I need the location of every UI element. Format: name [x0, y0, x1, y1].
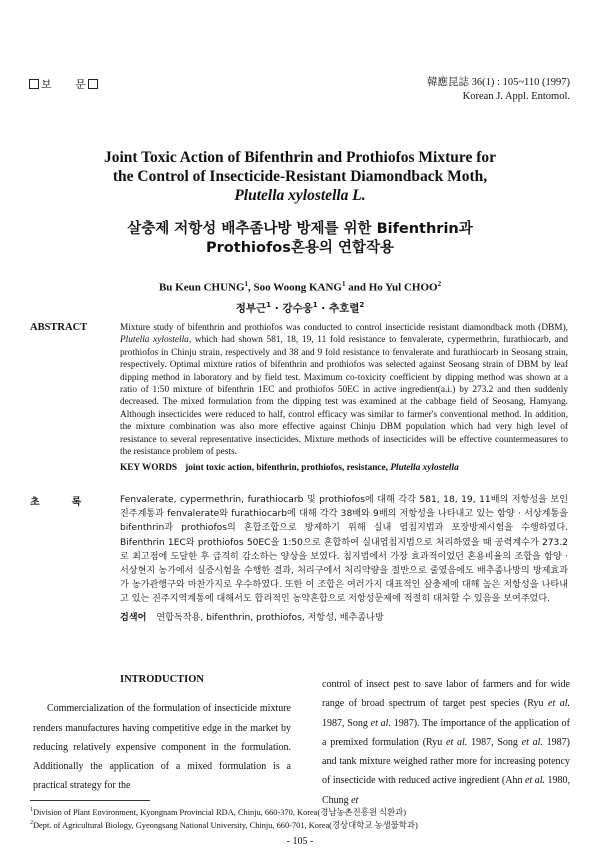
affiliation-mark: 1: [30, 807, 33, 813]
title-line: Prothiofos혼용의 연합작용: [206, 240, 394, 256]
title-english: [0, 148, 600, 205]
footnote-text: Dept. of Agricultural Biology, Gyeongsang National University, Chinju, 660-701, Korea(경상대학교 농생물학과): [33, 821, 418, 831]
korean-abstract-text: Fenvalerate, cypermethrin, furathiocarb 및 prothiofos에 대해 각각 581, 18, 19, 11배의 저항성을 보인 진주계통과 fenvalerate와 furathiocarb에 대해 각각 38배와 9배의 저항성을 나타내고 있는 함양 · 서상계통을 bifenthrin과 prothiofos의 혼합조합으로 방제하기 위해 실내 엽침지법과 포장방제시험을 수행하였다. Bifenthrin 1EC와 prothiofos 50EC을 1:50으로 혼합하여 실내엽침지법으로 처리하였을 때 공력계수가 273.2로 최고점에 도달한 후 급격히 감소하는 양상을 보였다. 침지법에서 가장 효과적이었던 혼용비율의 조합을 함양 · 서상현지 농가에서 실증시험을 수행한 결과, 처리구에서 처리약량을 절반으로 줄였음에도 배추좀나방의 방제효과가 농가관행구와 마찬가지로 우수하였다. 또한 이 조합은 여러가지 대표적인 살충제에 대해 높은 저항성을 나타내고 있는 진주지역계통에 대해서도 합리적인 농약혼합으로 저항성문제에 적절히 대처할 수 있음을 보여주었다.: [120, 495, 568, 605]
affiliation-mark: 2: [30, 820, 33, 827]
text-run: et al.: [446, 736, 468, 748]
footnote-divider: [30, 800, 150, 801]
abstract-text: Mixture study of bifenthrin and prothiofos was conducted to control insecticide resistant diamondback moth (DBM),: [120, 323, 568, 333]
title-korean: [0, 220, 600, 258]
authors-korean: [0, 297, 600, 318]
paragraph: Commercialization of the formulation of insecticide mixture renders manufactures having competitive edge in the market by reducing relatively expensive component in the formulation. Additionally the application of a mixed formulation is a practical strategy for the: [33, 703, 291, 792]
author-name: Bu Keun CHUNG: [158, 281, 245, 294]
affiliation-mark: 1: [266, 300, 272, 309]
authors-english: [0, 276, 600, 297]
text-run: 1980, Chung: [322, 775, 571, 806]
column-left: [33, 670, 291, 796]
citation-english: Korean J. Appl. Entomol.: [462, 91, 570, 102]
author-name: 정부근: [235, 302, 267, 315]
text-run: et: [351, 794, 359, 806]
title-line: 살충제 저항성 배추좀나방 방제를 위한 Bifenthrin과: [127, 221, 473, 237]
authors: [0, 276, 600, 317]
korean-keywords: [120, 611, 568, 625]
affiliation-mark: 2: [437, 280, 442, 288]
text-run: 1987). The importance of the application of a premixed formulation (Ryu: [322, 717, 571, 748]
abstract-label: ABSTRACT: [30, 322, 88, 333]
page-number: - 105 -: [286, 836, 314, 847]
affiliation-mark: 1: [244, 280, 249, 288]
section-heading: INTRODUCTION: [119, 674, 204, 685]
keywords-label: KEY WORDS: [120, 463, 178, 474]
citation-korean: 韓應昆誌 36(1) : 105~110 (1997): [427, 77, 570, 88]
keywords-text: joint toxic action, bifenthrin, prothiofos, resistance,: [185, 463, 391, 474]
article-category: [29, 76, 98, 92]
text-run: 1987) and tank mixture weighed rather more for increasing potency of insecticide with reduced active ingredient (Ahn: [322, 736, 571, 787]
author-name: , Soo Woong KANG: [248, 281, 342, 294]
title-line: Joint Toxic Action of Bifenthrin and Prothiofos Mixture for: [103, 149, 497, 166]
author-name: · 강수웅: [271, 302, 313, 315]
label-char: 록: [71, 497, 82, 508]
keywords: [120, 462, 568, 474]
species-name: Plutella xylostella: [390, 463, 459, 474]
text-run: 1987, Song: [322, 717, 371, 729]
title-line: Plutella xylostella L.: [234, 187, 366, 204]
text-run: et al.: [548, 698, 570, 710]
text-run: et al.: [370, 717, 391, 729]
footnotes: [30, 805, 580, 832]
author-name: · 추호렬: [317, 302, 360, 315]
species-name: Plutella xylostella: [120, 335, 189, 346]
korean-abstract-body: [120, 493, 568, 625]
footnote: [30, 818, 580, 831]
category-box-icon: [88, 79, 98, 89]
abstract-body: [120, 322, 568, 475]
title-line: the Control of Insecticide-Resistant Diamondback Moth,: [112, 168, 488, 185]
category-box-icon: [29, 79, 39, 89]
paragraph: [322, 675, 570, 810]
keywords-text: 연합독작용, bifenthrin, prothiofos, 저항성, 배추좀나방: [156, 612, 384, 623]
label-char: 초: [30, 497, 40, 508]
footnote-text: Division of Plant Environment, Kyongnam Provincial RDA, Chinju, 660-370, Korea(경남농촌진흥원 식환과): [33, 807, 407, 817]
keywords-label: 검색어: [120, 612, 147, 623]
column-right: [322, 675, 570, 810]
affiliation-mark: 1: [341, 280, 346, 288]
text-run: control of insect pest to save labor of farmers and for wide range of broad spectrum of target pest species (Ryu: [322, 679, 570, 710]
text-run: 1987, Song: [467, 736, 522, 748]
korean-abstract-label: [30, 493, 81, 508]
text-run: et al.: [521, 736, 543, 748]
journal-citation: [427, 76, 570, 104]
text-run: et al.: [525, 775, 545, 787]
category-label: 보 문: [41, 79, 87, 91]
affiliation-mark: 2: [359, 300, 365, 309]
affiliation-mark: 1: [312, 300, 318, 309]
abstract-text: , which had shown 581, 18, 19, 11 fold resistance to fenvalerate, cypermethrin, furathiocarb, and prothiofos in Chinju strain, respectively and 38 and 9 fold resistance to fenvalerate and furathiocarb in Seosang strain, respectively. Optimal mixture ratios of bifenthrin and prothiofos was selected against Seosang strain of DBM by leaf dipping method in laboratory and by field test. Maximum co-toxicity coefficient by dipping method was shown at a ratio of 1:50 mixture of bifenthrin 1EC and prothiofos 50EC in active ingredient(a.i.) by 273.2 and then suddenly decreased. The mixed formulation from the dipping test was examined at the cabbage field of Seosang, Hamyang. Although insecticides were reduced to half, control efficacy was similar to farmer's conventional method. In addition, the mixture combination was also more effective against Chinju DBM population which had very high level of resistance to several representative insecticides. Mixture methods of insecticides will be effective countermeasures to the resistance problem of pests.: [120, 335, 568, 458]
footnote: [30, 805, 580, 818]
author-name: and Ho Yul CHOO: [345, 281, 438, 294]
